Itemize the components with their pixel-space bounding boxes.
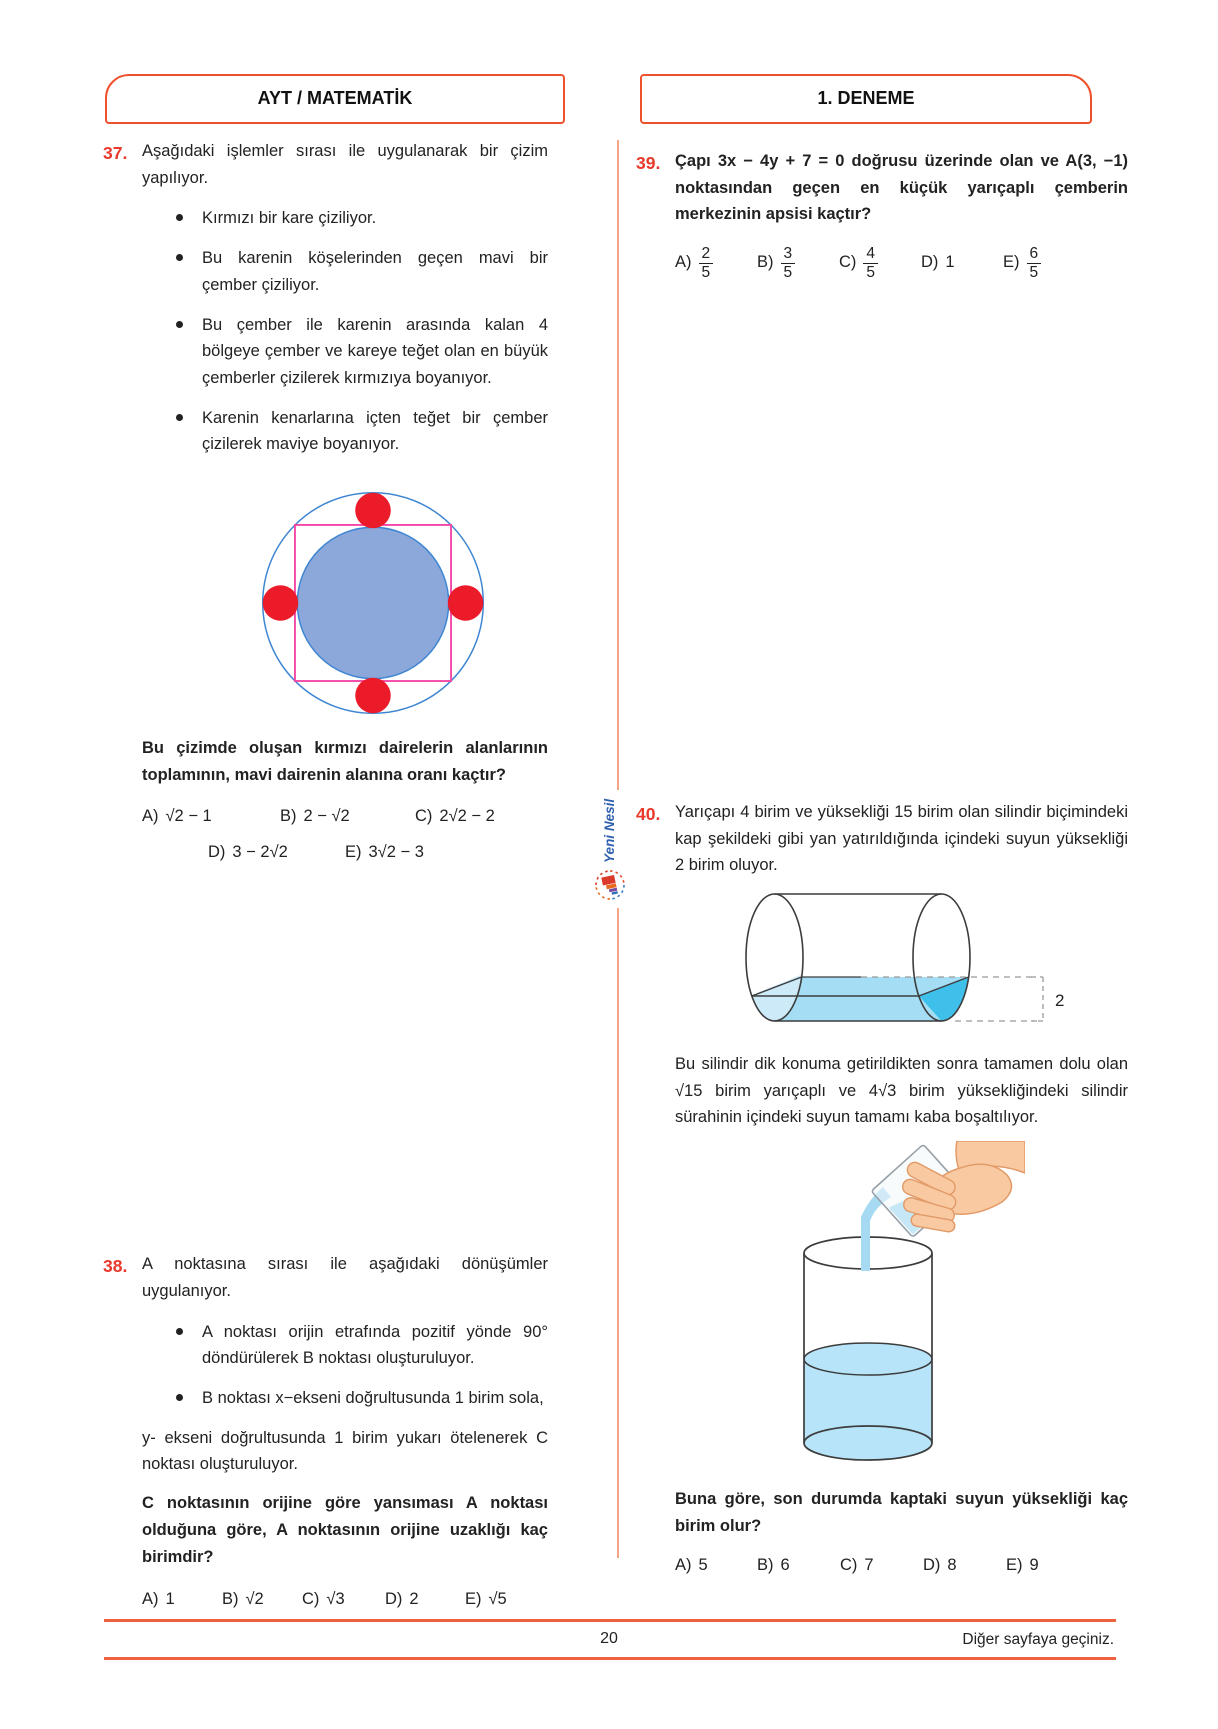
option-c: C) √3	[302, 1590, 345, 1609]
option-c: C) 2√2 − 2	[415, 806, 495, 825]
question-37-options-row-2	[142, 839, 548, 866]
question-40-question: Buna göre, son durumda kaptaki suyun yüksekliği kaç birim olur?	[675, 1490, 1128, 1535]
red-circle-bottom	[355, 678, 391, 714]
q40-pouring-figure	[705, 1141, 1025, 1476]
question-37-intro: Aşağıdaki işlemler sırası ile uygulanarak bir çizim yapılıyor.	[142, 142, 548, 187]
bullet-item: Kırmızı bir kare çiziliyor.	[142, 205, 548, 232]
bullet-item: Bu karenin köşelerinden geçen mavi bir çember çiziliyor.	[142, 245, 548, 298]
brand-logo	[592, 790, 628, 904]
question-38-bullets	[142, 1319, 548, 1412]
bullet-item: Bu çember ile karenin arasında kalan 4 bölgeye çember ve kareye teğet olan en büyük çemberler çizilerek kırmızıya boyanıyor.	[142, 312, 548, 392]
column-divider-bottom	[617, 908, 619, 1558]
fraction: $\frac{2}{5}$	[699, 245, 714, 282]
brand-emblem-icon	[593, 866, 627, 904]
question-40-middle: Bu silindir dik konuma getirildikten sonra tamamen dolu olan √15 birim yarıçaplı ve 4√3 birim yüksekliğindeki silindir sürahinin içindeki suyun tamamı kaba boşaltılıyor.	[675, 1054, 1128, 1127]
question-40	[636, 799, 1128, 1578]
left-header-title: AYT / MATEMATİK	[257, 88, 413, 109]
question-39-number: 39.	[636, 153, 661, 173]
left-header-box	[105, 74, 565, 124]
right-column	[636, 148, 1128, 1578]
option-b: B) 2 − √2	[280, 806, 350, 825]
question-39-text: Çapı 3x − 4y + 7 = 0 doğrusu üzerinde olan ve A(3, −1) noktasından geçen en küçük yarıçaplı çemberin merkezinin apsisi kaçtır?	[675, 152, 1128, 224]
question-40-body	[675, 799, 1128, 1578]
footer-line-top	[104, 1619, 1116, 1622]
bullet-item: Karenin kenarlarına içten teğet bir çember çizilerek maviye boyanıyor.	[142, 405, 548, 458]
option-b: B) $\frac{3}{5}$	[757, 244, 839, 281]
question-37	[103, 138, 548, 866]
question-37-options-row-1	[142, 803, 548, 830]
footer-line-bottom	[104, 1657, 1116, 1660]
option-e: E) 3√2 − 3	[345, 843, 424, 862]
q37-figure	[242, 474, 504, 717]
question-38-intro: A noktasına sırası ile aşağıdaki dönüşümler uygulanıyor.	[142, 1255, 548, 1300]
brand-bars	[601, 875, 618, 896]
right-header-title: 1. DENEME	[817, 88, 915, 109]
red-circle-right	[448, 585, 484, 621]
option-d: D) 3 − 2√2	[208, 843, 288, 862]
option-d: D) 2	[385, 1590, 419, 1609]
question-37-question: Bu çizimde oluşan kırmızı dairelerin alanlarının toplamının, mavi dairenin alanına oranı kaçtır?	[142, 739, 548, 784]
option-b: B) √2	[222, 1590, 264, 1609]
fraction: $\frac{4}{5}$	[863, 245, 878, 282]
question-37-bullets	[142, 205, 548, 458]
dimension-bracket	[1031, 977, 1043, 1021]
option-a: A) 5	[675, 1555, 708, 1574]
question-38-options	[142, 1586, 548, 1613]
question-37-body	[142, 138, 548, 866]
option-d: D) 1	[921, 253, 955, 272]
red-circle-top	[355, 493, 391, 529]
page-number: 20	[600, 1630, 618, 1647]
column-divider-top	[617, 140, 619, 790]
option-d: D) 8	[923, 1555, 957, 1574]
option-e: E) $\frac{6}{5}$	[1003, 244, 1041, 281]
question-38-number: 38.	[103, 1256, 128, 1277]
question-39-body	[675, 148, 1128, 281]
inner-blue-circle	[297, 527, 448, 678]
question-40-intro: Yarıçapı 4 birim ve yüksekliği 15 birim olan silindir biçimindeki kap şekildeki gibi yan yatırıldığında içindeki suyun yüksekliği 2 birim oluyor.	[675, 802, 1128, 875]
option-b: B) 6	[757, 1555, 790, 1574]
brand-name: Yeni Nesil	[602, 798, 618, 863]
red-circle-left	[263, 585, 299, 621]
question-39	[636, 148, 1128, 281]
question-38-question: C noktasının orijine göre yansıması A noktası olduğuna göre, A noktasının orijine uzaklığı kaç birimdir?	[142, 1494, 548, 1566]
question-39-options	[675, 244, 1128, 281]
water-height-label: 2	[1055, 990, 1065, 1010]
question-38-body	[142, 1251, 548, 1613]
option-a: A) 1	[142, 1590, 175, 1609]
question-40-number: 40.	[636, 803, 661, 824]
question-38	[103, 1251, 548, 1613]
option-c: C) $\frac{4}{5}$	[839, 244, 921, 281]
question-40-options	[675, 1552, 1128, 1579]
right-header-box	[640, 74, 1092, 124]
fraction: $\frac{6}{5}$	[1027, 245, 1042, 282]
footer-note: Diğer sayfaya geçiniz.	[962, 1631, 1114, 1648]
fraction: $\frac{3}{5}$	[781, 245, 796, 282]
option-e: E) √5	[465, 1590, 507, 1609]
bullet-item: B noktası x−ekseni doğrultusunda 1 birim sola,	[142, 1385, 548, 1412]
glass-water-surface	[804, 1343, 932, 1375]
question-37-number: 37.	[103, 143, 128, 163]
option-a: A) $\frac{2}{5}$	[675, 244, 757, 281]
q40-cylinder-figure	[741, 889, 1086, 1039]
option-c: C) 7	[840, 1555, 874, 1574]
question-38-continuation: y- ekseni doğrultusunda 1 birim yukarı ötelenerek C noktası oluşturuluyor.	[142, 1428, 548, 1474]
option-e: E) 9	[1006, 1555, 1039, 1574]
left-column	[103, 138, 548, 1613]
bullet-item: A noktası orijin etrafında pozitif yönde 90° döndürülerek B noktası oluşturuluyor.	[142, 1319, 548, 1372]
option-a: A) √2 − 1	[142, 806, 212, 825]
